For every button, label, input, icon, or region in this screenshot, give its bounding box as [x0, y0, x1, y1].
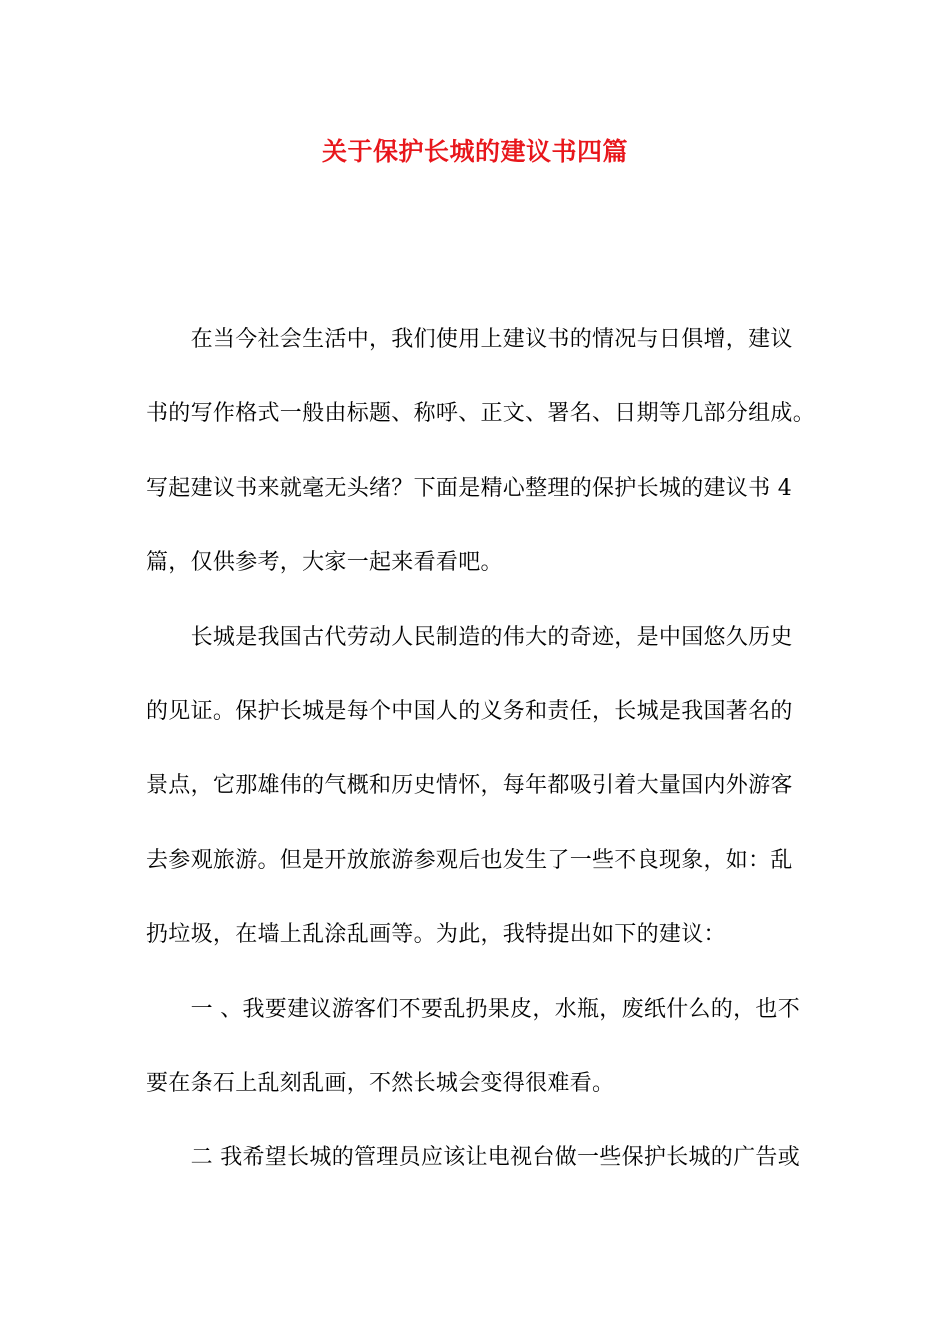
body-line: 长城是我国古代劳动人民制造的伟大的奇迹，是中国悠久历史 [146, 624, 793, 650]
document-title: 关于保护长城的建议书四篇 [321, 137, 628, 166]
body-line: 去参观旅游。但是开放旅游参观后也发生了一些不良现象，如：乱 [146, 847, 793, 873]
body-line: 一 、我要建议游客们不要乱扔果皮，水瓶，废纸什么的，也不 [146, 996, 800, 1022]
body-line: 的见证。保护长城是每个中国人的义务和责任，长城是我国著名的 [146, 698, 793, 724]
body-line: 书的写作格式一般由标题、称呼、正文、署名、日期等几部分组成。 [146, 401, 816, 427]
body-line: 景点，它那雄伟的气概和历史情怀，每年都吸引着大量国内外游客 [146, 773, 793, 799]
body-line: 篇，仅供参考，大家一起来看看吧。 [146, 550, 503, 576]
body-line: 要在条石上乱刻乱画，不然长城会变得很难看。 [146, 1070, 615, 1096]
body-line: 写起建议书来就毫无头绪？下面是精心整理的保护长城的建议书 4 [146, 475, 792, 501]
body-line: 二 我希望长城的管理员应该让电视台做一些保护长城的广告或 [146, 1145, 800, 1171]
body-line: 扔垃圾，在墙上乱涂乱画等。为此，我特提出如下的建议： [146, 922, 726, 948]
document-body [146, 322, 816, 1215]
body-line: 在当今社会生活中，我们使用上建议书的情况与日俱增，建议 [146, 327, 793, 352]
